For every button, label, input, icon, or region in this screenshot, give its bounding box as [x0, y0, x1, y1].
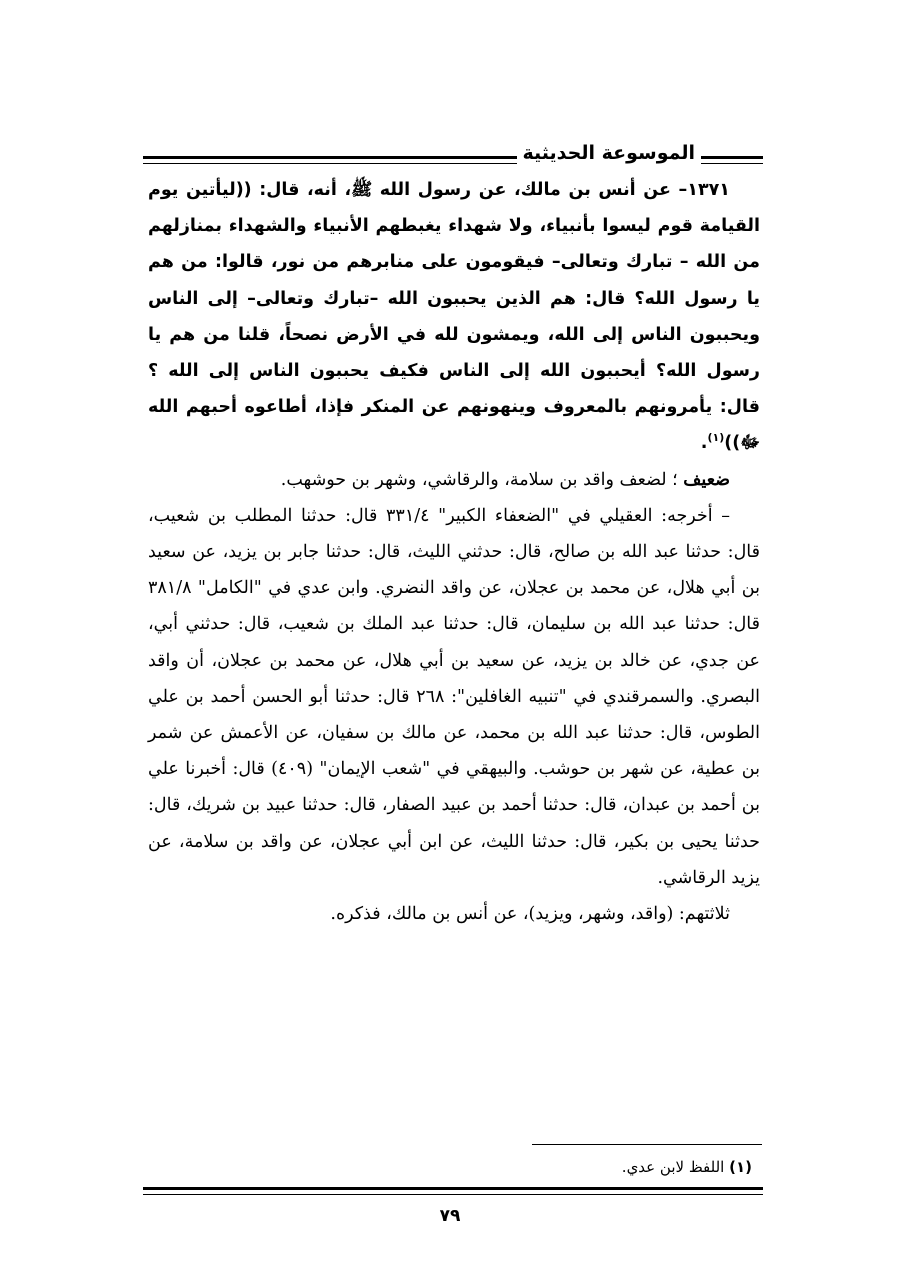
footnote-number: (١) — [729, 1158, 752, 1176]
header-title: الموسوعة الحديثية — [517, 136, 702, 170]
running-header — [143, 136, 763, 170]
footnote-separator — [532, 1144, 762, 1145]
main-text — [148, 172, 760, 932]
footnote — [622, 1155, 752, 1179]
takhrij-paragraph: – أخرجه: العقيلي في "الضعفاء الكبير" ٣٣١/٤ قال: حدثنا المطلب بن شعيب، قال: حدثنا عبد الله بن صالح، قال: حدثني الليث، قال: حدثنا جابر بن يزيد، عن سعيد بن أبي هلال، عن محمد بن عجلان، عن واقد النضري. وابن عدي في "الكامل" ٣٨١/٨ قال: حدثنا عبد الله بن سليمان، قال: حدثنا عبد الملك بن شعيب، قال: حدثني أبي، عن جدي، عن خالد بن يزيد، عن سعيد بن أبي هلال، عن محمد بن عجلان، أن واقد البصري. والسمرقندي في "تنبيه الغافلين": ٢٦٨ قال: حدثنا أبو الحسن أحمد بن علي الطوس، قال: حدثنا عبد الله بن محمد، عن مالك بن سفيان، عن الأعمش عن شمر بن عطية، عن شهر بن حوشب. والبيهقي في "شعب الإيمان" (٤٠٩) قال: أخبرنا علي بن أحمد بن عبدان، قال: حدثنا أحمد بن عبيد الصفار، قال: حدثنا عبيد بن شريك، قال: حدثنا يحيى بن بكير، قال: حدثنا الليث، عن ابن أبي عجلان، عن واقد بن سلامة، عن يزيد الرقاشي. — [148, 505, 760, 888]
hadith-end: . — [700, 433, 708, 454]
footnote-reference: (١) — [707, 431, 725, 445]
header-rule-left — [143, 156, 577, 164]
footnote-text: اللفظ لابن عدي. — [621, 1158, 730, 1176]
hadith-paragraph — [148, 172, 760, 462]
grade-paragraph — [148, 462, 760, 498]
page-number: ٧٩ — [439, 1206, 461, 1226]
summary-paragraph: ثلاثتهم: (واقد، وشهر، ويزيد)، عن أنس بن مالك، فذكره. — [330, 904, 730, 925]
grade-label: ضعيف — [683, 469, 730, 490]
hadith-text: ١٣٧١– عن أنس بن مالك، عن رسول الله ﷺ، أنه، قال: ((ليأتين يوم القيامة قوم ليسوا بأنبياء، ولا شهداء يغبطهم الأنبياء والشهداء بمنازلهم من الله – تبارك وتعالى– فيقومون على منابرهم من نور، قالوا: من هم يا رسول الله؟ قال: هم الذين يحببون الله –تبارك وتعالى– إلى الناس ويحببون الناس إلى الله، ويمشون لله في الأرض نصحاً، قلنا من هم يا رسول الله؟ أيحببون الله إلى الناس فكيف يحببون الناس إلى الله ؟ قال: يأمرونهم بالمعروف وينهونهم عن المنكر فإذا، أطاعوه أحبهم الله ﷻ)) — [148, 180, 760, 454]
bottom-rule — [143, 1187, 763, 1195]
header-rule-right — [701, 156, 763, 164]
grade-text: ؛ لضعف واقد بن سلامة، والرقاشي، وشهر بن حوشهب. — [280, 469, 684, 490]
